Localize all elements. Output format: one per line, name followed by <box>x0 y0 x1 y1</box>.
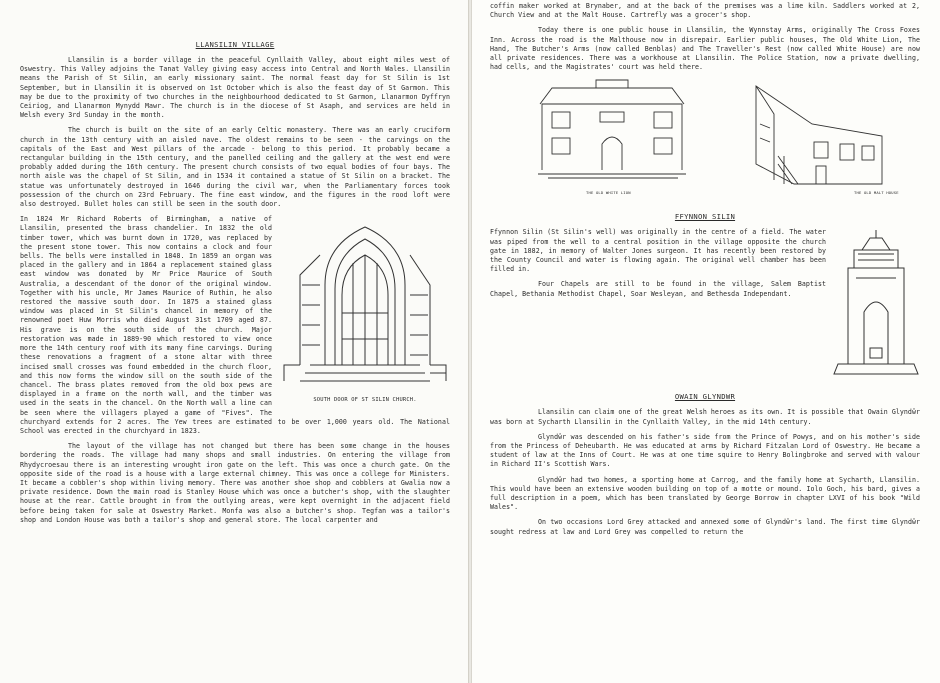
heading-ffynnon-silin: FFYNNON SILIN <box>674 212 736 222</box>
south-door-drawing <box>280 215 450 395</box>
paragraph-glyndwr-homes: Glyndŵr had two homes, a sporting home at Carrog, and the family home at Sycharth, Llansilin. This would have been an extensive wooden building on top of a motte or mound. Iolo Goch, his bard, gives a full description in a poem, which has been translated by George Borrow in chapter LXVI of his book "Wild Wales". <box>490 475 920 512</box>
paragraph-chapels: Four Chapels are still to be found in the village, Salem Baptist Chapel, Bethania Methodist Chapel, Soar Wesleyan, and Bethesda Independant. <box>490 280 826 298</box>
paragraph-glyndwr-lineage: Glyndŵr was descended on his father's side from the Prince of Powys, and on his mother's side from the Princess of Deheubarth. He was educated at arms by Richard Fitzalan Lord of Oswestry. He became a student of law at the Inns of Court. He was at one time squire to Henry Bolingbroke and served with valour in Richard II's Scottish Wars. <box>490 432 920 469</box>
caption-old-malt-house: THE OLD MALT HOUSE <box>854 190 899 196</box>
paragraph-church-history: In 1824 Mr Richard Roberts of Birmingham, a native of Llansilin, presented the brass chandelier. In 1832 the old timber tower, which was burnt down in 1720, was replaced by the present stone tower. This now contains a clock and four bells. The bells were installed in 1848. In 1859 an organ was placed in the gallery and in 1864 a replacement stained glass east window was donated by Mr Price Maurice of South Australia, a descendant of the donor of the original window. Together with his uncle, Mr James Maurice of Ruthin, he also restored the massive south door. In 1875 a stained glass window was placed in St Silin's chancel in memory of the renowned poet Huw Morris who died August 31st 1709 aged 87. His grave is on the south side of the church. Major restoration was made in 1889-90 which restored to view once more the 14th century roof with its many fine carvings. During these renovations a fragment of a stone altar with three incised small crosses was found embedded in the church floor, and this now forms the window sill on the south side of the chancel. The brass plates removed from the old box pews are displayed in a frame on the north wall, and the timber was used in the seats in the chancel. On the North wall a line can be seen where the villagers played a game of "Fives". The churchyard extends for 2 acres. The Yew trees are estimated to be over 1,000 years old. The National School was erected in the churchyard in 1823. <box>20 215 450 435</box>
paragraph-glyndwr-birth: Llansilin can claim one of the great Welsh heroes as its own. It is possible that Owain Glyndŵr was born at Sycharth Llansilin in the Cynllaith Valley, in the mid 14th century. <box>490 408 920 426</box>
paragraph-village-layout: The layout of the village has not changed but there has been some change in the houses bordering the roads. The village had many shops and small industries. On entering the village from Rhydycroesau there is an interesting wrought iron gate on the left. This was once a church gate. On the opposite side of the road is a house with a large external chimney. This was once a college for Ministers. It became a cobbler's shop within living memory. There was another shoe shop and cobblers at Gwalia now a private residence. Down the main road is Stanley House which was once a butcher's shop, with the slaughter house at the rear. Cattle brought in from the outlying areas, were kept overnight in the adjacent field before being taken for sale at Oswestry Market. Monfa was also a butcher's shop. Tegfan was a tailor's shop and London House was both a tailor's shop and general store. The local carpenter and <box>20 442 450 524</box>
heading-owain-glyndwr: OWAIN GLYNDWR <box>674 392 736 402</box>
south-door-illustration <box>280 215 450 407</box>
old-white-lion-drawing <box>538 78 686 186</box>
caption-old-white-lion: THE OLD WHITE LION <box>586 190 631 196</box>
paragraph-intro: Llansilin is a border village in the peaceful Cynllaith Valley, about eight miles west of Oswestry. This Valley adjoins the Tanat Valley giving easy access into Central and North Wales. Llansilin means the Parish of St Silin, an early missionary saint. The normal feast day for St Silin is 1st September, but in Llansilin it is observed on 1st October which is also the feast day of St Garmon. This may be due to the proximity of two churches in the neighbourhood dedicated to St Garmon, Llanarmon Dyffryn Ceiriog, and Llanarmon Mynydd Mawr. The church is in the diocese of St Asaph, and services are held in Welsh every 3rd Sunday in the month. <box>20 56 450 120</box>
buildings-illustrations <box>490 78 920 198</box>
heading-llansilin-village: LLANSILIN VILLAGE <box>195 40 275 49</box>
ffynnon-silin-illustration <box>832 228 920 386</box>
paragraph-public-houses: Today there is one public house in Llansilin, the Wynnstay Arms, originally The Cross Foxes Inn. Across the road is the Malthouse now in disrepair. Earlier public houses, The Old White Lion, The Hand, The Butcher's Arms (now called Benblas) and The Traveller's Rest (now called White House) are now all private residences. There was a workhouse at Llansilin. The Police Station, now a private dwelling, had cells, and the Magistrates' court was held there. <box>490 26 920 72</box>
paragraph-ffynnon-silin: Ffynnon Silin (St Silin's well) was originally in the centre of a field. The water was piped from the well to a central position in the village opposite the church gate in 1882, in memory of Walter Jones surgeon. It has recently been restored by the County Council and water is flowing again. The original well chamber has been filled in. <box>490 228 826 274</box>
paragraph-lord-grey: On two occasions Lord Grey attacked and annexed some of Glyndŵr's land. The first time Glyndŵr sought redress at law and Lord Grey was compelled to return the <box>490 518 920 536</box>
paragraph-church: The church is built on the site of an early Celtic monastery. There was an early cruciform church in the 13th century with an aisled nave. The oldest remains to be seen - the carvings on the capitals of the East and West pillars of the arcade - belong to this period. It probably became a rectangular building in the 15th century, and the panelled ceiling and the gallery at the west end were probably added during the 16th century. The present church consists of two equal bodies of four bays. The north aisle was the chapel of St Silin, and in 1534 it contained a statue of St Silin on a bracket. The statue was unfortunately destroyed in 1646 during the civil war, when the Parliamentary forces took possession of the church on 23rd February. The fine east window, and the figures in the rood loft were also destroyed. Bullet holes can still be seen in the south door. <box>20 126 450 209</box>
paragraph-coffin-maker: coffin maker worked at Brynaber, and at the back of the premises was a lime kiln. Saddlers worked at 2, Church View and at the Malt House. Cartrefly was a grocer's shop. <box>490 2 920 20</box>
old-malt-house-drawing <box>754 84 884 194</box>
well-drawing <box>832 228 920 378</box>
left-page <box>0 0 468 683</box>
right-page <box>472 0 940 683</box>
figure-caption: SOUTH DOOR OF ST SILIN CHURCH. <box>313 397 417 404</box>
